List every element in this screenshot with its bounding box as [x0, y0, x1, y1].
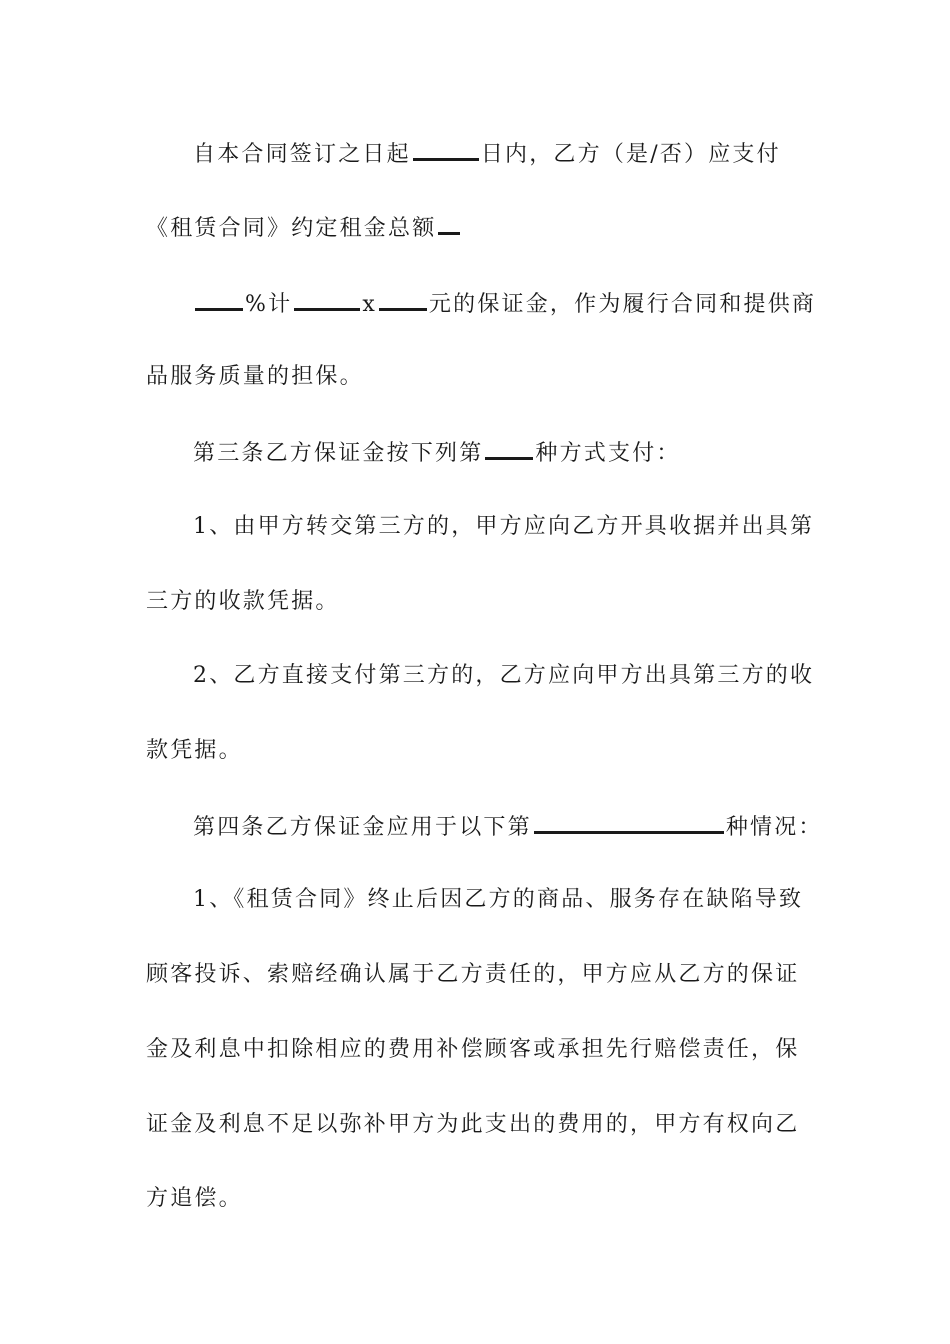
article-4-text-end: 种情况：	[725, 815, 823, 840]
deposit-text-end: 品服务质量的担保。	[146, 364, 364, 389]
article-4-item-1-text-cont-2: 金及利息中扣除相应的费用补偿顾客或承担先行赔偿责任，保	[146, 1037, 800, 1062]
article-4-item-1-text-cont-1: 顾客投诉、索赔经确认属于乙方责任的，甲方应从乙方的保证	[146, 962, 800, 987]
article-4-item-1-line-2	[146, 960, 806, 990]
paragraph-deposit-line-2	[146, 212, 806, 244]
article-3-heading	[193, 437, 853, 469]
article-3-item-1-text: 1、由甲方转交第三方的，甲方应向乙方开具收据并出具第	[193, 514, 815, 539]
paragraph-deposit-line-4	[146, 362, 806, 392]
deposit-text-rent-total: 《租赁合同》约定租金总额	[146, 216, 437, 241]
article-4-item-1-line-4	[146, 1110, 806, 1140]
article-3-item-2-line-1	[193, 661, 853, 691]
blank-amount	[379, 288, 427, 311]
deposit-text-percent: %计	[245, 292, 293, 317]
deposit-text-start: 自本合同签订之日起	[193, 142, 411, 167]
article-4-heading	[193, 811, 853, 843]
paragraph-deposit-line-3	[193, 288, 853, 320]
article-3-item-2-text-cont: 款凭据。	[146, 738, 243, 763]
article-3-item-1-line-1	[193, 512, 853, 542]
paragraph-deposit-line-1	[193, 138, 853, 170]
article-3-text-end: 种方式支付：	[535, 441, 681, 466]
article-3-text-start: 第三条乙方保证金按下列第	[193, 441, 484, 466]
blank-payment-method	[485, 437, 533, 460]
article-4-item-1-text: 1、《租赁合同》终止后因乙方的商品、服务存在缺陷导致	[193, 887, 804, 912]
article-3-item-1-text-cont: 三方的收款凭据。	[146, 589, 340, 614]
article-3-item-1-line-2	[146, 587, 806, 617]
deposit-text-multiply: x	[362, 292, 377, 317]
article-3-item-2-text: 2、乙方直接支付第三方的，乙方应向甲方出具第三方的收	[193, 663, 815, 688]
blank-base	[294, 288, 360, 311]
article-4-item-1-line-1	[193, 885, 853, 915]
deposit-text-days: 日内，乙方（是/否）应支付	[480, 142, 781, 167]
article-4-item-1-text-cont-4: 方追偿。	[146, 1186, 243, 1211]
article-4-item-1-line-3	[146, 1035, 806, 1065]
article-4-item-1-line-5	[146, 1184, 806, 1214]
deposit-text-guarantee: 元的保证金，作为履行合同和提供商	[428, 292, 817, 317]
blank-percent	[195, 288, 243, 311]
article-3-item-2-line-2	[146, 736, 806, 766]
blank-days	[413, 138, 479, 161]
article-4-text-start: 第四条乙方保证金应用于以下第	[193, 815, 532, 840]
blank-rent-total	[438, 212, 460, 235]
article-4-item-1-text-cont-3: 证金及利息不足以弥补甲方为此支出的费用的，甲方有权向乙	[146, 1112, 800, 1137]
blank-usage-case	[534, 811, 724, 834]
